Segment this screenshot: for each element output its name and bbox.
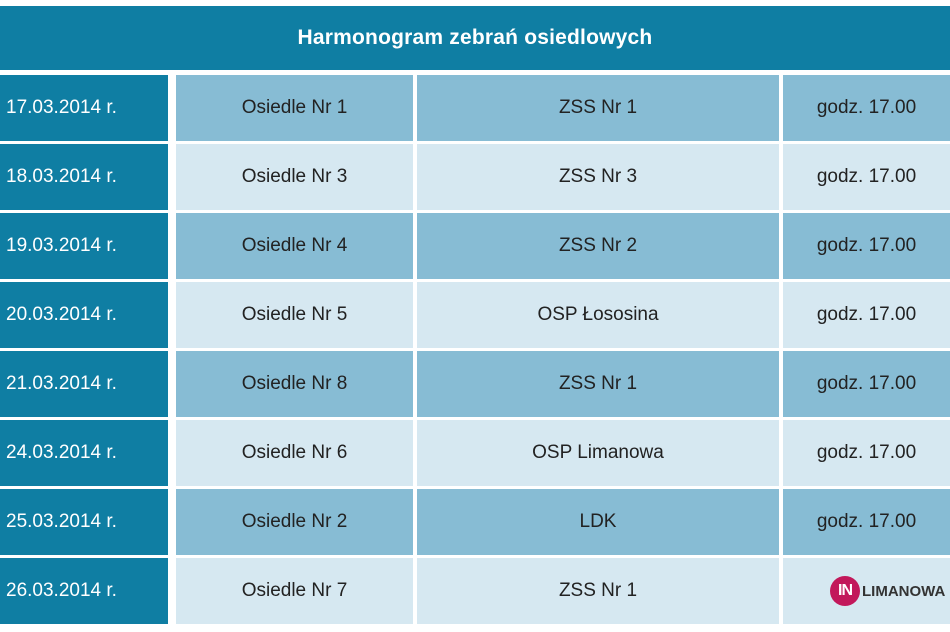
date-cell: 21.03.2014 r.: [0, 351, 168, 417]
time-cell: godz. 17.00: [783, 420, 950, 486]
osiedle-cell: Osiedle Nr 8: [176, 351, 413, 417]
place-cell: LDK: [417, 489, 779, 555]
place-cell: ZSS Nr 1: [417, 351, 779, 417]
time-cell: godz. 17.00: [783, 351, 950, 417]
osiedle-cell: Osiedle Nr 5: [176, 282, 413, 348]
table-row: [0, 282, 950, 348]
table-row: [0, 213, 950, 279]
date-cell: 26.03.2014 r.: [0, 558, 168, 624]
date-cell: 17.03.2014 r.: [0, 75, 168, 141]
limanowa-logo: [830, 574, 950, 608]
table-row: [0, 558, 950, 624]
date-cell: 18.03.2014 r.: [0, 144, 168, 210]
table-row: [0, 144, 950, 210]
osiedle-cell: Osiedle Nr 3: [176, 144, 413, 210]
date-cell: 25.03.2014 r.: [0, 489, 168, 555]
osiedle-cell: Osiedle Nr 4: [176, 213, 413, 279]
time-cell: godz. 17.00: [783, 213, 950, 279]
place-cell: OSP Limanowa: [417, 420, 779, 486]
logo-mark-icon: IN: [830, 576, 860, 606]
time-cell: godz. 17.00: [783, 282, 950, 348]
osiedle-cell: Osiedle Nr 2: [176, 489, 413, 555]
time-cell: godz. 17.00: [783, 489, 950, 555]
time-cell: godz. 17.00: [783, 144, 950, 210]
table-title: Harmonogram zebrań osiedlowych: [0, 6, 950, 70]
place-cell: OSP Łososina: [417, 282, 779, 348]
time-cell: godz. 17.00: [783, 75, 950, 141]
place-cell: ZSS Nr 2: [417, 213, 779, 279]
logo-text: LIMANOWA: [862, 582, 946, 600]
table-row: [0, 420, 950, 486]
osiedle-cell: Osiedle Nr 1: [176, 75, 413, 141]
table-row: [0, 75, 950, 141]
table-row: [0, 351, 950, 417]
date-cell: 20.03.2014 r.: [0, 282, 168, 348]
date-cell: 24.03.2014 r.: [0, 420, 168, 486]
place-cell: ZSS Nr 1: [417, 75, 779, 141]
place-cell: ZSS Nr 3: [417, 144, 779, 210]
date-cell: 19.03.2014 r.: [0, 213, 168, 279]
osiedle-cell: Osiedle Nr 7: [176, 558, 413, 624]
place-cell: ZSS Nr 1: [417, 558, 779, 624]
osiedle-cell: Osiedle Nr 6: [176, 420, 413, 486]
table-row: [0, 489, 950, 555]
